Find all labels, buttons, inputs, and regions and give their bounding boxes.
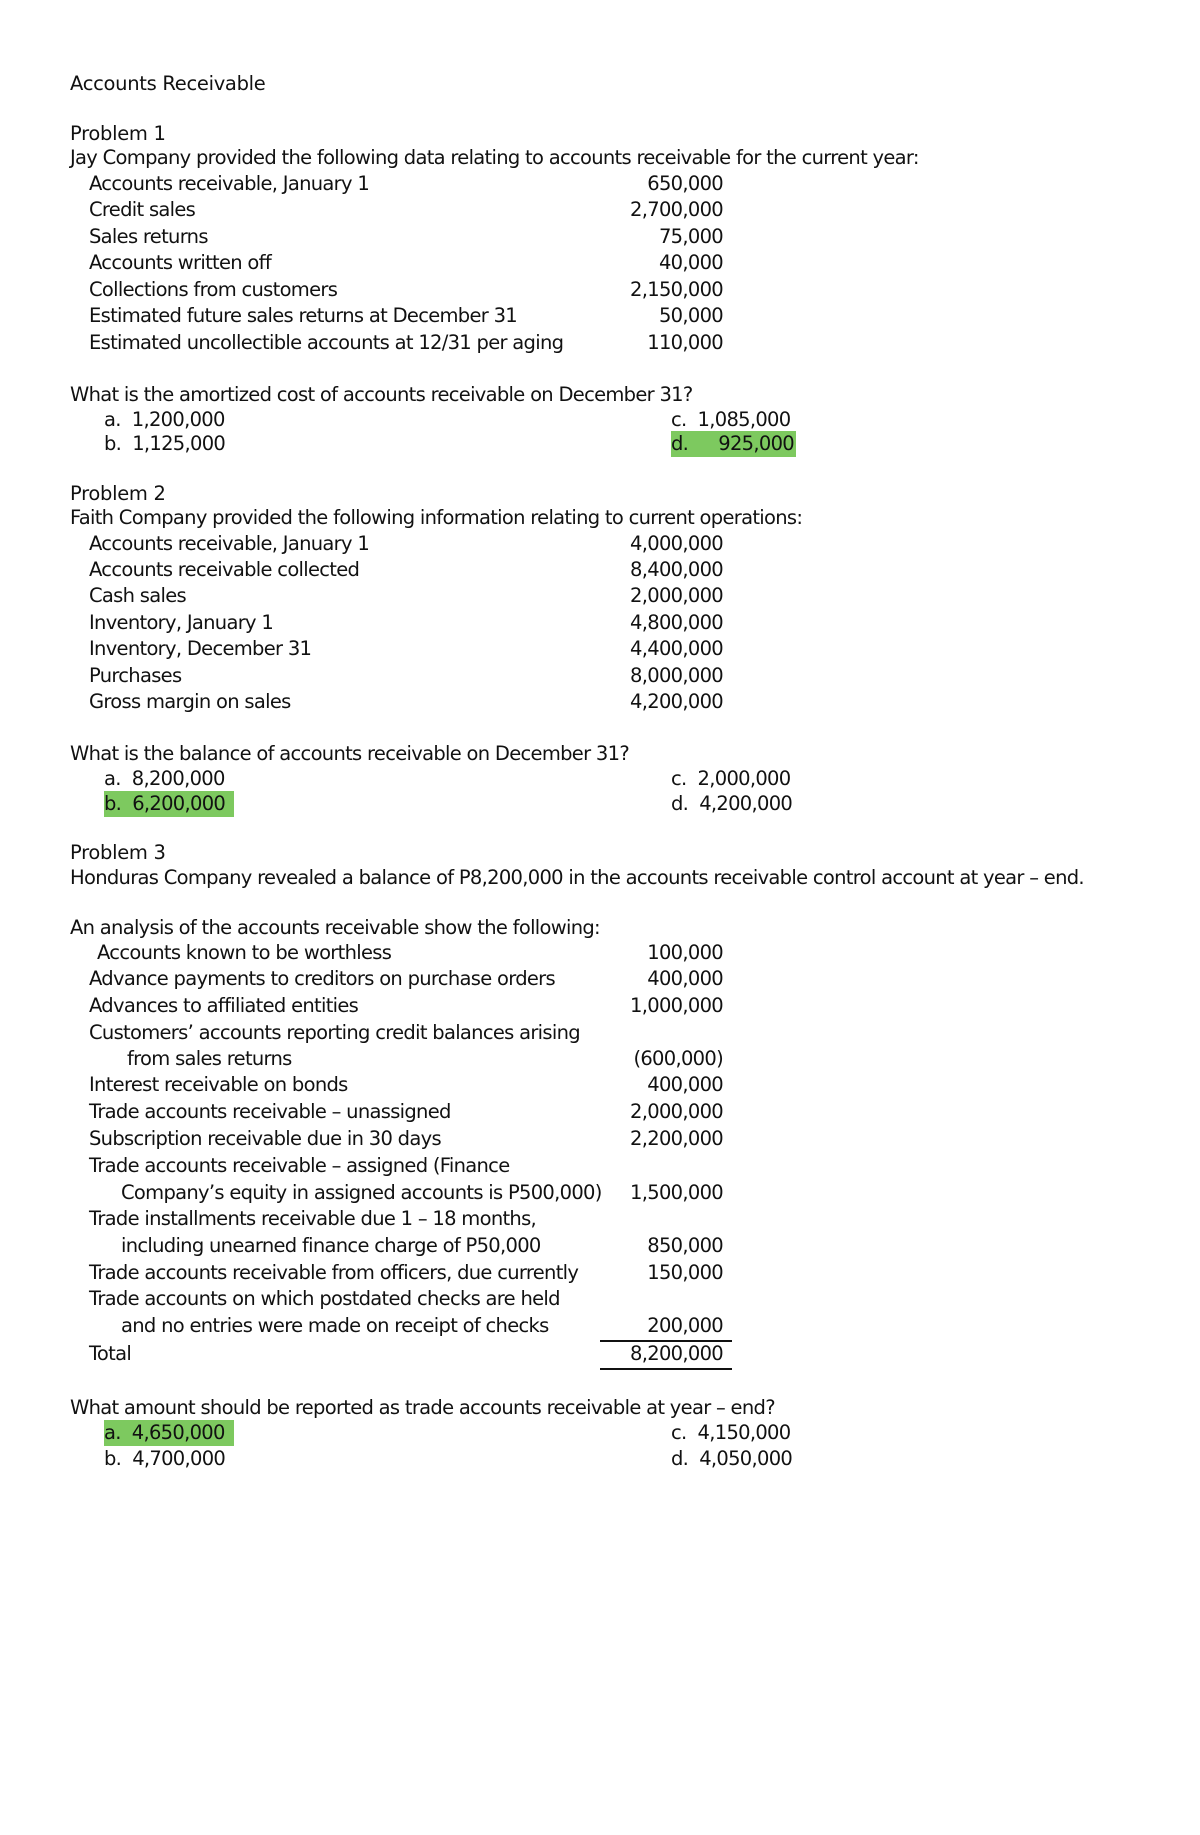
problem-3-question: What amount should be reported as trade accounts receivable at year – end? <box>70 1396 775 1419</box>
p1-item-value: 2,150,000 <box>630 278 723 301</box>
p2-choice-d: d. 4,200,000 <box>671 792 793 815</box>
p3-line-value: 1,000,000 <box>630 994 723 1017</box>
p1-item-label: Estimated uncollectible accounts at 12/31 per aging <box>89 331 564 354</box>
p3-total-value: 8,200,000 <box>630 1342 723 1365</box>
p3-line-text: including unearned finance charge of P50,000 <box>121 1234 541 1257</box>
p2-item-label: Inventory, December 31 <box>89 637 312 660</box>
p3-line-text: Customers’ accounts reporting credit balances arising <box>89 1021 580 1044</box>
p3-line-value: 150,000 <box>647 1261 723 1284</box>
p2-item-value: 4,800,000 <box>630 611 723 634</box>
p1-item-value: 110,000 <box>647 331 723 354</box>
p3-line-value: 1,500,000 <box>630 1181 723 1204</box>
problem-1-heading: Problem 1 <box>70 122 166 145</box>
p2-item-label: Cash sales <box>89 584 186 607</box>
p2-item-value: 8,000,000 <box>630 664 723 687</box>
p1-item-value: 50,000 <box>658 304 723 327</box>
p3-choice-a-correct: a. 4,650,000 <box>104 1420 234 1446</box>
problem-2-question: What is the balance of accounts receivable on December 31? <box>70 742 629 765</box>
p3-line-text: Trade installments receivable due 1 – 18 months, <box>89 1207 537 1230</box>
problem-3-intro: Honduras Company revealed a balance of P8,200,000 in the accounts receivable control account at year – end. <box>70 866 1084 889</box>
p2-item-value: 8,400,000 <box>630 558 723 581</box>
p2-item-label: Accounts receivable, January 1 <box>89 532 370 555</box>
problem-1-intro: Jay Company provided the following data relating to accounts receivable for the current year: <box>70 146 919 169</box>
p3-line-text: Total <box>89 1342 132 1365</box>
p2-item-value: 2,000,000 <box>630 584 723 607</box>
problem-3-heading: Problem 3 <box>70 841 166 864</box>
p1-item-label: Estimated future sales returns at December 31 <box>89 304 518 327</box>
p1-choice-b: b. 1,125,000 <box>104 432 226 455</box>
p3-line-text: Company’s equity in assigned accounts is P500,000) <box>121 1181 602 1204</box>
p3-line-text: Trade accounts on which postdated checks are held <box>89 1287 560 1310</box>
p1-item-label: Accounts receivable, January 1 <box>89 172 370 195</box>
p2-item-value: 4,400,000 <box>630 637 723 660</box>
p1-item-label: Collections from customers <box>89 278 338 301</box>
p3-line-text: Interest receivable on bonds <box>89 1073 348 1096</box>
p1-item-value: 650,000 <box>647 172 723 195</box>
p3-line-value: 850,000 <box>647 1234 723 1257</box>
page-title: Accounts Receivable <box>70 72 266 95</box>
p2-item-label: Accounts receivable collected <box>89 558 360 581</box>
p2-choice-b-correct: b. 6,200,000 <box>104 791 234 817</box>
p3-line-text: and no entries were made on receipt of checks <box>121 1314 549 1337</box>
p3-line-value: 2,200,000 <box>630 1127 723 1150</box>
total-rule <box>600 1368 732 1370</box>
p3-choice-d: d. 4,050,000 <box>671 1447 793 1470</box>
p1-choice-a: a. 1,200,000 <box>104 408 225 431</box>
p3-line-value: (600,000) <box>633 1047 723 1070</box>
p2-item-label: Gross margin on sales <box>89 690 291 713</box>
p2-item-value: 4,200,000 <box>630 690 723 713</box>
p1-item-label: Accounts written off <box>89 251 271 274</box>
p2-choice-a: a. 8,200,000 <box>104 767 225 790</box>
p1-item-value: 40,000 <box>658 251 723 274</box>
p3-choice-b: b. 4,700,000 <box>104 1447 226 1470</box>
p2-item-value: 4,000,000 <box>630 532 723 555</box>
p1-item-label: Credit sales <box>89 198 196 221</box>
p3-line-value: 100,000 <box>647 941 723 964</box>
problem-1-question: What is the amortized cost of accounts receivable on December 31? <box>70 383 693 406</box>
p1-choice-c: c. 1,085,000 <box>671 408 791 431</box>
p3-choice-c: c. 4,150,000 <box>671 1421 791 1444</box>
problem-3-analysis-intro: An analysis of the accounts receivable show the following: <box>70 916 600 939</box>
p2-choice-c: c. 2,000,000 <box>671 767 791 790</box>
p1-item-value: 75,000 <box>658 225 723 248</box>
problem-2-heading: Problem 2 <box>70 482 166 505</box>
p3-line-value: 200,000 <box>647 1314 723 1337</box>
p3-line-text: Trade accounts receivable – unassigned <box>89 1100 451 1123</box>
p3-line-text: Subscription receivable due in 30 days <box>89 1127 441 1150</box>
p2-item-label: Inventory, January 1 <box>89 611 274 634</box>
p3-line-text: Advance payments to creditors on purchase orders <box>89 967 555 990</box>
p1-item-value: 2,700,000 <box>630 198 723 221</box>
p3-line-value: 400,000 <box>647 1073 723 1096</box>
p3-line-text: from sales returns <box>127 1047 292 1070</box>
p3-line-value: 2,000,000 <box>630 1100 723 1123</box>
problem-2-intro: Faith Company provided the following information relating to current operations: <box>70 506 803 529</box>
p3-line-text: Trade accounts receivable from officers, due currently <box>89 1261 579 1284</box>
p3-line-text: Trade accounts receivable – assigned (Finance <box>89 1154 510 1177</box>
p2-item-label: Purchases <box>89 664 182 687</box>
p3-line-text: Accounts known to be worthless <box>97 941 392 964</box>
p1-item-label: Sales returns <box>89 225 208 248</box>
p3-line-value: 400,000 <box>647 967 723 990</box>
p1-choice-d-correct: d. 925,000 <box>671 432 794 455</box>
p3-line-text: Advances to affiliated entities <box>89 994 359 1017</box>
